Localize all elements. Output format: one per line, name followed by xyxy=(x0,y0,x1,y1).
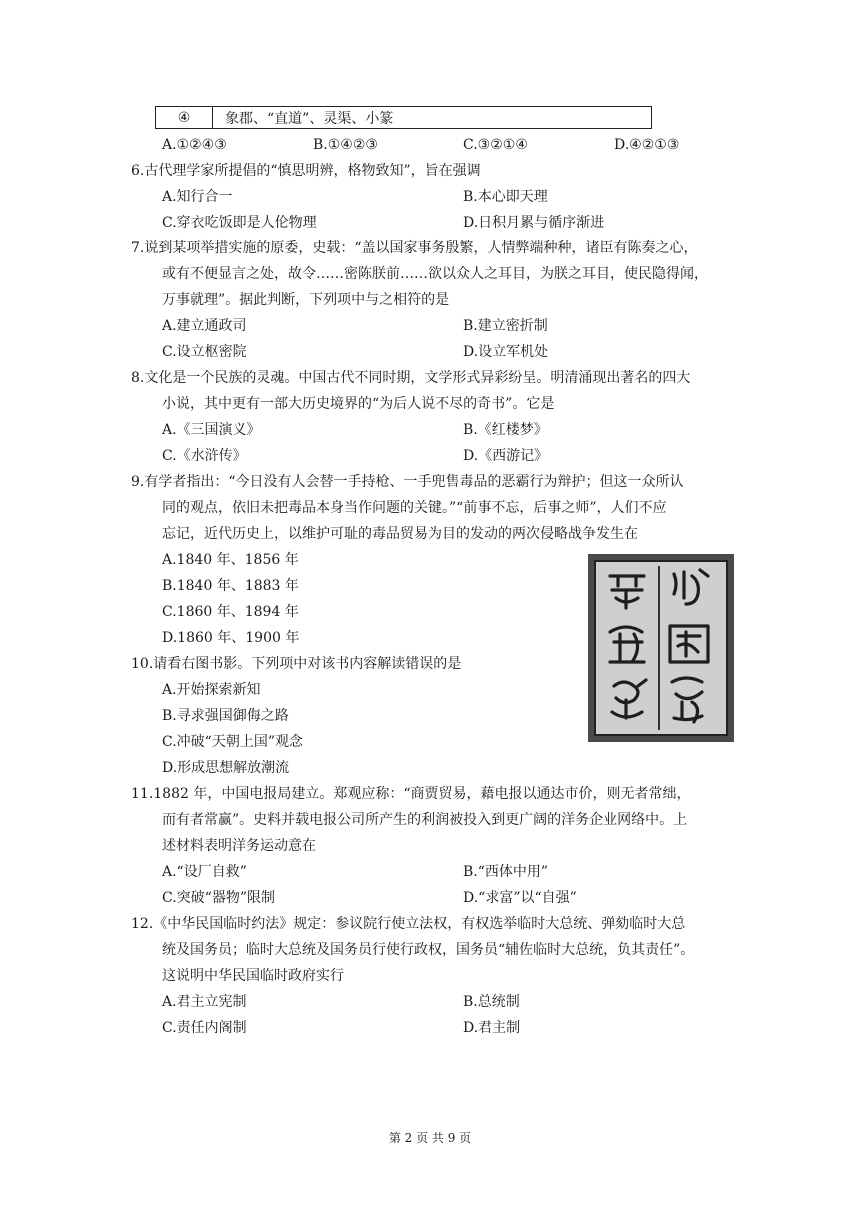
q12-option-b: B.总统制 xyxy=(463,994,520,1010)
q11-option-b: B.“西体中用” xyxy=(463,864,549,880)
table-cell-number: ④ xyxy=(156,107,213,128)
q11-option-a: A.“设厂自救” xyxy=(162,864,247,880)
q6-stem: 6.古代理学家所提倡的“慎思明辨，格物致知”，旨在强调 xyxy=(131,163,481,179)
q10-option-a: A.开始探索新知 xyxy=(162,682,261,698)
q9-option-a: A.1840 年、1856 年 xyxy=(162,552,299,568)
q6-option-c: C.穿衣吃饭即是人伦物理 xyxy=(162,215,317,231)
q11-stem-line-3: 述材料表明洋务运动意在 xyxy=(162,838,316,854)
q9-stem-line-1: 9.有学者指出：“今日没有人会替一手持枪、一手兜售毒品的恶霸行为辩护；但这一众所认 xyxy=(131,474,684,490)
q7-stem-line-1: 7.说到某项举措实施的原委，史载：“盖以国家事务殷繁，人情弊端种种，诸臣有陈奏之心， xyxy=(131,240,698,256)
q10-option-c: C.冲破“天朝上国”观念 xyxy=(162,734,303,750)
book-cover-image xyxy=(588,554,734,742)
q5-option-b: B.①④②③ xyxy=(313,137,378,153)
q7-stem-line-2: 或有不便显言之处，故令……密陈朕前……欲以众人之耳目，为朕之耳目，使民隐得闻， xyxy=(162,266,708,282)
q12-option-d: D.君主制 xyxy=(463,1020,521,1036)
q7-option-a: A.建立通政司 xyxy=(162,318,247,334)
q12-option-c: C.责任内阁制 xyxy=(162,1020,247,1036)
q8-option-b: B.《红楼梦》 xyxy=(463,422,548,438)
q9-option-d: D.1860 年、1900 年 xyxy=(162,630,300,646)
q8-option-d: D.《西游记》 xyxy=(463,448,549,464)
q7-stem-line-3: 万事就理”。据此判断，下列项中与之相符的是 xyxy=(162,292,450,308)
q7-option-d: D.设立军机处 xyxy=(463,344,549,360)
q8-option-a: A.《三国演义》 xyxy=(162,422,261,438)
page-number-footer: 第 2 页 共 9 页 xyxy=(388,1131,472,1145)
q5-option-c: C.③②①④ xyxy=(463,137,528,153)
q8-stem-line-1: 8.文化是一个民族的灵魂。中国古代不同时期，文学形式异彩纷呈。明清涌现出著名的四大 xyxy=(131,370,691,386)
answer-table-row xyxy=(155,106,652,129)
q12-option-a: A.君主立宪制 xyxy=(162,994,247,1010)
q12-stem-line-2: 统及国务员；临时大总统及国务员行使行政权，国务员“辅佐临时大总统，负其责任”。 xyxy=(162,942,695,958)
q9-option-c: C.1860 年、1894 年 xyxy=(162,604,299,620)
q11-option-d: D.“求富”以“自强” xyxy=(463,890,577,906)
q5-option-a: A.①②④③ xyxy=(162,137,227,153)
q5-option-d: D.④②①③ xyxy=(614,137,680,153)
table-cell-text: 象郡、“直道”、灵渠、小篆 xyxy=(225,110,394,127)
q6-option-a: A.知行合一 xyxy=(162,189,233,205)
q9-stem-line-2: 同的观点，依旧未把毒品本身当作问题的关键。”“前事不忘，后事之师”，人们不应 xyxy=(162,500,667,516)
q12-stem-line-1: 12.《中华民国临时约法》规定：参议院行使立法权，有权选举临时大总统、弹劾临时大总 xyxy=(131,916,686,932)
q11-stem-line-2: 而有者常赢”。史料并载电报公司所产生的利润被投入到更广阔的洋务企业网络中。上 xyxy=(162,812,688,828)
q10-option-d: D.形成思想解放潮流 xyxy=(162,760,290,776)
q9-option-b: B.1840 年、1883 年 xyxy=(162,578,299,594)
q6-option-d: D.日积月累与循序渐进 xyxy=(463,215,605,231)
q8-option-c: C.《水浒传》 xyxy=(162,448,247,464)
seal-script-title-drawing xyxy=(596,562,726,734)
q11-option-c: C.突破“器物”限制 xyxy=(162,890,275,906)
q6-option-b: B.本心即天理 xyxy=(463,189,548,205)
q7-option-c: C.设立枢密院 xyxy=(162,344,247,360)
q10-option-b: B.寻求强国御侮之路 xyxy=(162,708,289,724)
q8-stem-line-2: 小说，其中更有一部大历史境界的“为后人说不尽的奇书”。它是 xyxy=(162,396,555,412)
book-cover-frame xyxy=(594,560,728,736)
q10-stem: 10.请看右图书影。下列项中对该书内容解读错误的是 xyxy=(131,656,462,672)
q12-stem-line-3: 这说明中华民国临时政府实行 xyxy=(162,968,344,984)
q9-stem-line-3: 忘记，近代历史上，以维护可耻的毒品贸易为目的发动的两次侵略战争发生在 xyxy=(162,526,638,542)
q7-option-b: B.建立密折制 xyxy=(463,318,548,334)
q11-stem-line-1: 11.1882 年，中国电报局建立。郑观应称：“商贾贸易，藉电报以通达市价，则无者常绌， xyxy=(131,786,691,802)
